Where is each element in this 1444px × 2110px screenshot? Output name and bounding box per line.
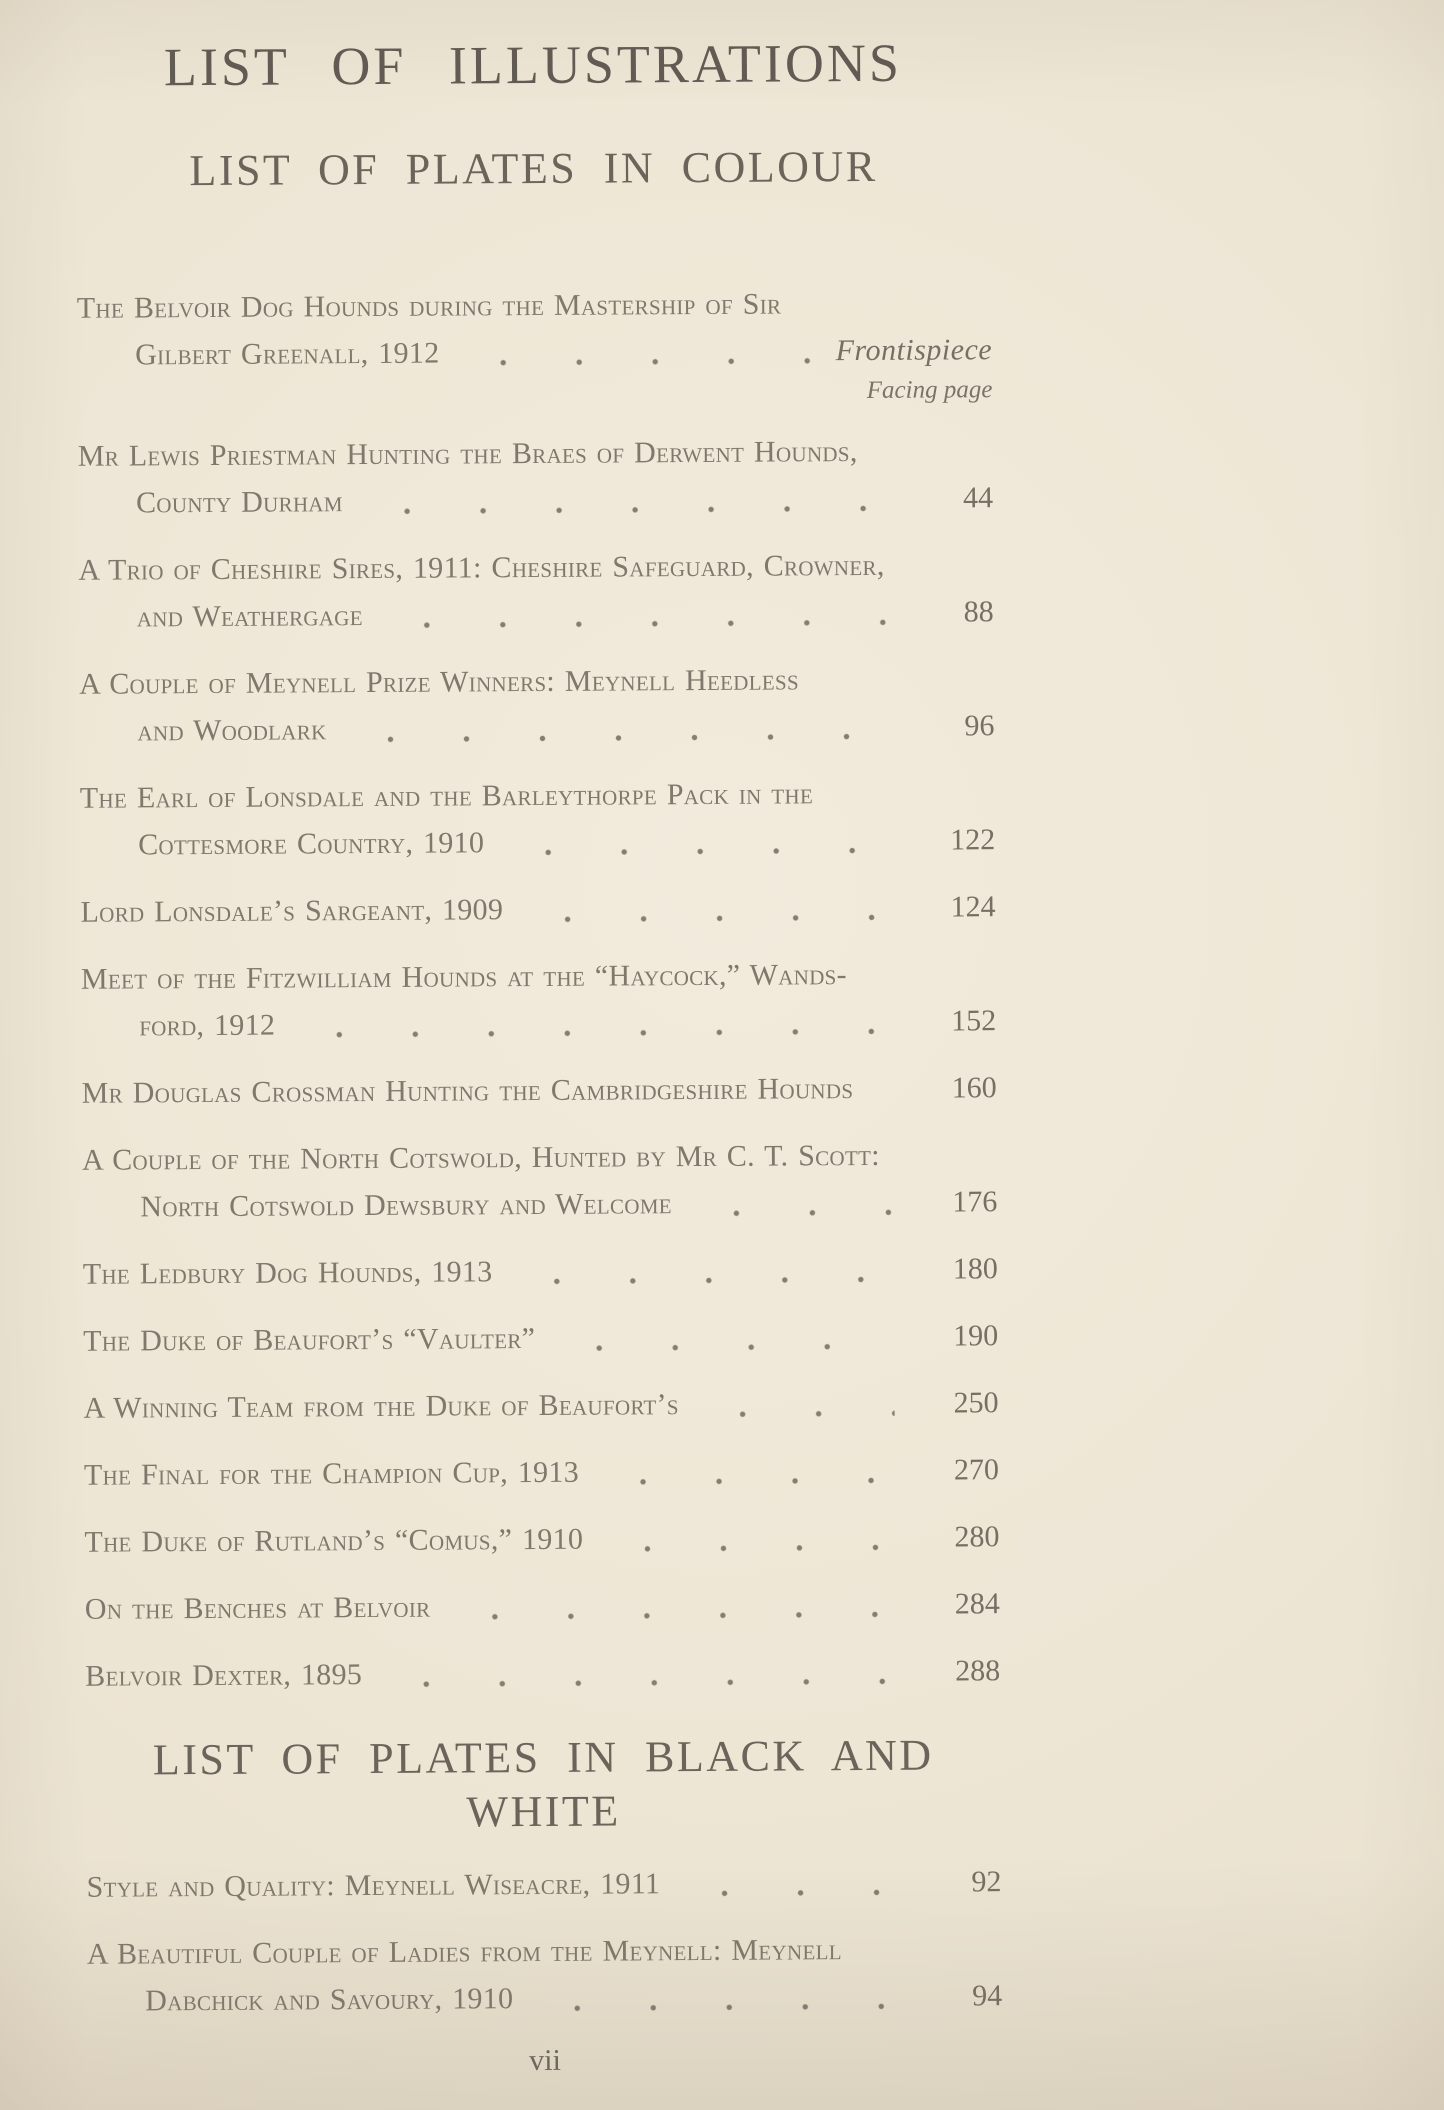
plates-section [76, 139, 1000, 1700]
toc-entry [86, 1858, 1001, 1911]
leader-dots [539, 1973, 898, 2022]
entry-text: The Final for the Champion Cup, 1913 [83, 1455, 580, 1492]
entry-text: Lord Lonsdale’s Sargeant, 1909 [80, 893, 504, 929]
entry-text: A Couple of the North Cotswold, Hunted by Mr C. T. Scott: [81, 1138, 880, 1177]
leader-dots [388, 1648, 896, 1698]
entry-page-ref: 250 [953, 1386, 999, 1420]
entry-line [83, 1245, 998, 1298]
entry-line [137, 588, 994, 640]
entry-page-ref: 44 [962, 481, 994, 515]
entry-line [80, 769, 995, 822]
folio-number: vii [529, 2043, 562, 2078]
toc-entry [83, 1312, 998, 1365]
page-header [75, 0, 991, 99]
entry-text: A Beautiful Couple of Ladies from the Meynell: Meynell [86, 1933, 842, 1971]
entry-page-ref: 176 [952, 1185, 998, 1219]
entry-line [140, 1178, 997, 1230]
entry-page-ref: 160 [951, 1071, 997, 1105]
toc-entry [83, 1245, 998, 1298]
entry-line [82, 1131, 997, 1184]
toc-entry [80, 769, 996, 869]
entry-page-ref: 92 [971, 1865, 1002, 1899]
toc-entry [78, 541, 994, 641]
entry-page-ref: 284 [954, 1587, 1000, 1621]
entry-text: ford, 1912 [139, 1008, 276, 1043]
toc-entry [82, 1131, 998, 1231]
toc-entry [84, 1446, 999, 1499]
leader-dots [518, 1246, 894, 1295]
leader-dots [686, 1859, 898, 1907]
entry-text: Meet of the Fitzwilliam Hounds at the “Haycock,” Wands- [80, 958, 847, 996]
facing-page-note: Facing page [866, 376, 993, 404]
entry-text: The Ledbury Dog Hounds, 1913 [82, 1255, 493, 1291]
toc-entry [83, 1379, 998, 1432]
entry-line [83, 1379, 998, 1432]
entry-line [84, 1446, 999, 1499]
entry-line [78, 427, 993, 480]
entry-line [137, 702, 994, 754]
entry-page-ref: 190 [953, 1319, 999, 1353]
leader-dots [863, 1065, 903, 1112]
entry-line [136, 474, 993, 526]
entry-text: and Weathergage [136, 599, 363, 634]
leader-dots [352, 703, 890, 753]
entry-line [79, 655, 994, 708]
toc-entry [79, 655, 995, 755]
entry-text: The Duke of Beaufort’s “Vaulter” [83, 1322, 536, 1358]
page-footer [87, 2039, 1002, 2083]
entry-line [81, 950, 996, 1003]
entry-text: The Duke of Rutland’s “Comus,” 1910 [84, 1522, 584, 1559]
entry-line [80, 883, 995, 936]
leader-dots [561, 1313, 894, 1362]
leader-dots [465, 327, 815, 376]
entry-text: Style and Quality: Meynell Wiseacre, 1911 [86, 1867, 661, 1904]
toc-entry [85, 1647, 1000, 1700]
toc-entry [81, 950, 997, 1050]
leader-dots [301, 998, 892, 1049]
entry-text: A Trio of Cheshire Sires, 1911: Cheshire Safeguard, Crowner, [78, 548, 885, 587]
section-heading: LIST OF PLATES IN BLACK AND WHITE [152, 1730, 934, 1837]
entry-page-ref: Frontispiece [835, 333, 993, 368]
entry-page-ref: 180 [952, 1252, 998, 1286]
entry-line [85, 1580, 1000, 1633]
entry-text: On the Benches at Belvoir [84, 1590, 431, 1626]
leader-dots [609, 1514, 895, 1563]
entry-line [145, 1972, 1002, 2024]
entry-page-ref: 270 [953, 1453, 1000, 1487]
entry-text: The Belvoir Dog Hounds during the Mastership of Sir [76, 287, 782, 325]
entry-line [87, 1925, 1002, 1978]
leader-dots [705, 1380, 895, 1428]
entry-text: A Couple of Meynell Prize Winners: Meynell Heedless [79, 663, 800, 701]
leader-dots [529, 884, 892, 933]
entry-page-ref: 280 [954, 1520, 1000, 1554]
toc-entry [77, 279, 993, 413]
entry-text: The Earl of Lonsdale and the Barleythorpe Pack in the [79, 777, 814, 815]
entry-page-ref: 288 [955, 1654, 1001, 1688]
page-title: LIST OF ILLUSTRATIONS [163, 32, 903, 98]
section-heading: LIST OF PLATES IN COLOUR [189, 141, 878, 196]
entry-line [86, 1858, 1001, 1911]
sections [76, 139, 1002, 2025]
entry-line [82, 1064, 997, 1117]
entry-page-ref: 122 [950, 823, 996, 857]
plates-section [86, 1728, 1003, 2025]
entry-line [84, 1513, 999, 1566]
entry-text: Mr Douglas Crossman Hunting the Cambridgeshire Hounds [81, 1072, 854, 1110]
entry-page-ref: 94 [972, 1979, 1003, 2013]
leader-dots [510, 817, 891, 866]
entry-line [85, 1647, 1000, 1700]
leader-dots [605, 1447, 895, 1496]
leader-dots [369, 475, 890, 525]
entry-line [139, 997, 996, 1049]
entry-text: Belvoir Dexter, 1895 [85, 1658, 363, 1693]
toc-entry [84, 1513, 999, 1566]
toc-entry [80, 883, 995, 936]
entry-line [78, 541, 993, 594]
entry-text: County Durham [135, 485, 343, 520]
entry-line [138, 816, 995, 868]
entry-line [83, 1312, 998, 1365]
leader-dots [389, 589, 890, 639]
entry-page-ref: 124 [950, 890, 996, 924]
entry-page-ref: 96 [964, 709, 995, 743]
entry-line [135, 326, 992, 378]
entry-page-ref: 88 [963, 595, 994, 629]
entry-text: North Cotswold Dewsbury and Welcome [140, 1187, 672, 1224]
toc-entry [87, 1925, 1003, 2025]
entry-text: Cottesmore Country, 1910 [138, 826, 485, 862]
leader-dots [698, 1179, 894, 1227]
entry-line [77, 279, 992, 332]
entry-text: and Woodlark [137, 713, 327, 748]
entry-text: Dabchick and Savoury, 1910 [145, 1982, 514, 2018]
entry-page-ref: 152 [951, 1004, 997, 1038]
toc-entry [82, 1064, 997, 1117]
leader-dots [456, 1581, 896, 1631]
entry-text: Mr Lewis Priestman Hunting the Braes of Derwent Hounds, [77, 435, 858, 473]
toc-entry [78, 427, 994, 527]
entry-text: Gilbert Greenall, 1912 [135, 336, 440, 372]
toc-entry [85, 1580, 1000, 1633]
page-content [75, 0, 1003, 2083]
entry-text: A Winning Team from the Duke of Beaufort’s [83, 1388, 679, 1425]
